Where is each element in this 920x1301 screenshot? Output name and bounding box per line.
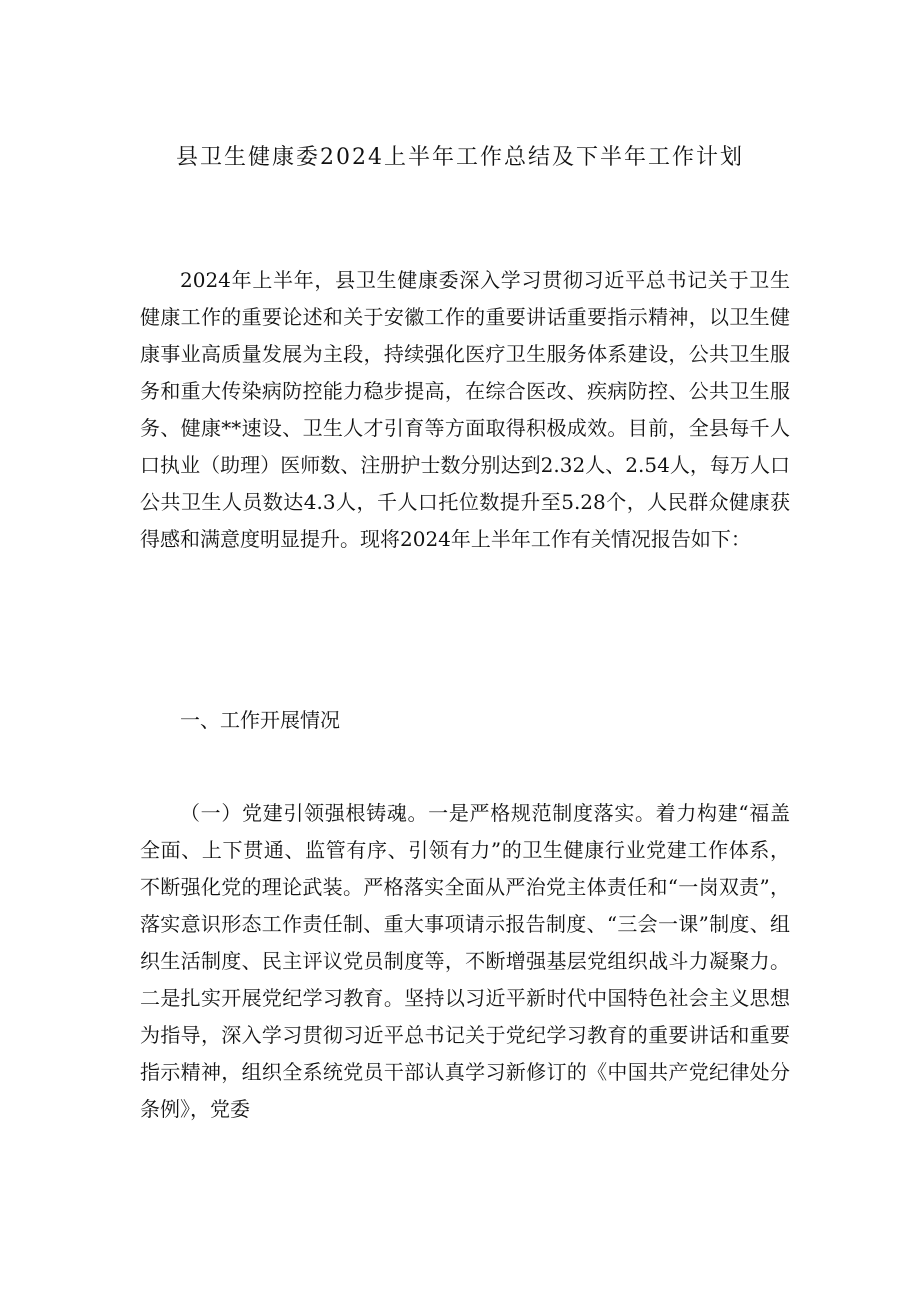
body-paragraph: （一）党建引领强根铸魂。一是严格规范制度落实。着力构建“福盖全面、上下贯通、监管有序、引领有力”的卫生健康行业党建工作体系，不断强化党的理论武装。严格落实全面从严治党主体责任和“一岗双责”，落实意识形态工作责任制、重大事项请示报告制度、“三会一课”制度、组织生活制度、民主评议党员制度等，不断增强基层党组织战斗力凝聚力。二是扎实开展党纪学习教育。坚持以习近平新时代中国特色社会主义思想为指导，深入学习贯彻习近平总书记关于党纪学习教育的重要讲话和重要指示精神，组织全系统党员干部认真学习新修订的《中国共产党纪律处分条例》，党委 <box>140 801 790 1121</box>
intro-paragraph: 2024年上半年，县卫生健康委深入学习贯彻习近平总书记关于卫生健康工作的重要论述和关于安徽工作的重要讲话重要指示精神，以卫生健康事业高质量发展为主段，持续强化医疗卫生服务体系建设，公共卫生服务和重大传染病防控能力稳步提高，在综合医改、疾病防控、公共卫生服务、健康**速设、卫生人才引育等方面取得积极成效。目前，全县每千人口执业（助理）医师数、注册护士数分别达到2.32人、2.54人，每万人口公共卫生人员数达4.3人，千人口托位数提升至5.28个，人民群众健康获得感和满意度明显提升。现将2024年上半年工作有关情况报告如下： <box>140 268 790 551</box>
document-title: 县卫生健康委2024上半年工作总结及下半年工作计划 <box>176 145 744 170</box>
section-heading: 一、工作开展情况 <box>180 708 340 732</box>
